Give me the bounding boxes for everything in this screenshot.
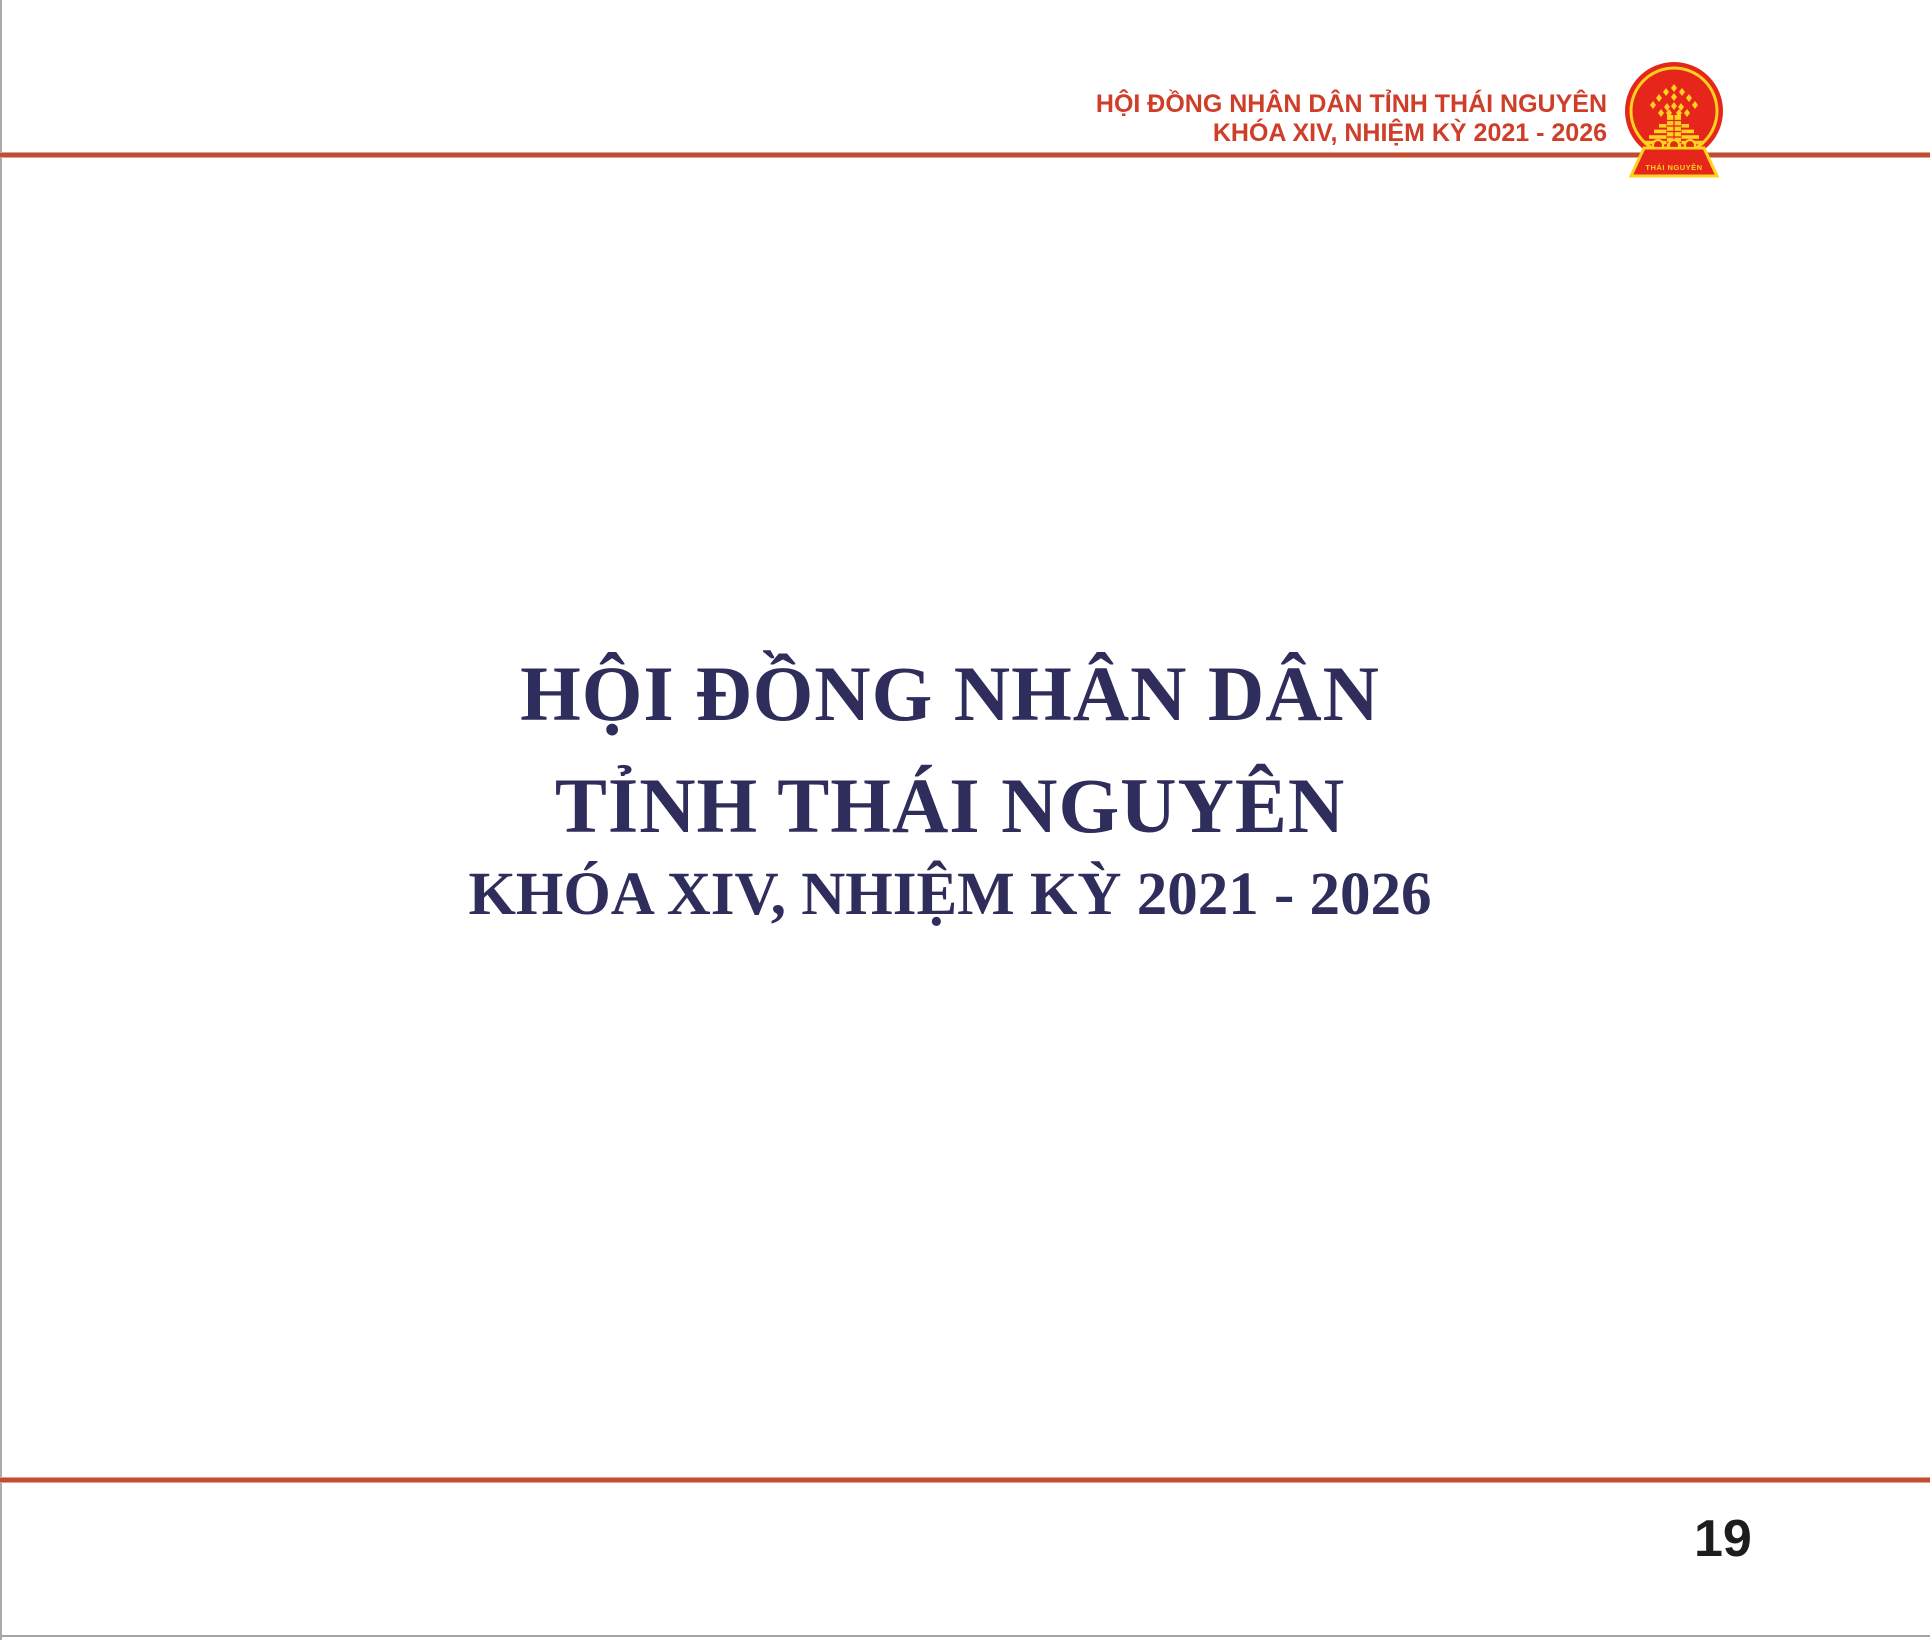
page-bottom-edge	[0, 1635, 1930, 1637]
emblem-svg	[1612, 45, 1742, 185]
emblem-arches	[1653, 140, 1695, 148]
header-line-1: HỘI ĐỒNG NHÂN DÂN TỈNH THÁI NGUYÊN	[1095, 90, 1607, 118]
thai-nguyen-emblem-icon	[1612, 45, 1742, 185]
title-line-2: TỈNH THÁI NGUYÊN	[554, 762, 1346, 849]
title-line-1: HỘI ĐỒNG NHÂN DÂN	[520, 650, 1380, 737]
slide-title	[0, 638, 1900, 932]
page-number: 19	[1694, 1510, 1752, 1568]
emblem-caption: THÁI NGUYÊN	[1645, 163, 1703, 172]
header-line-2: KHÓA XIV, NHIỆM KỲ 2021 - 2026	[1212, 119, 1607, 147]
header-text	[1096, 90, 1607, 148]
footer-rule	[0, 1478, 1930, 1482]
title-line-3: KHÓA XIV, NHIỆM KỲ 2021 - 2026	[468, 861, 1432, 928]
